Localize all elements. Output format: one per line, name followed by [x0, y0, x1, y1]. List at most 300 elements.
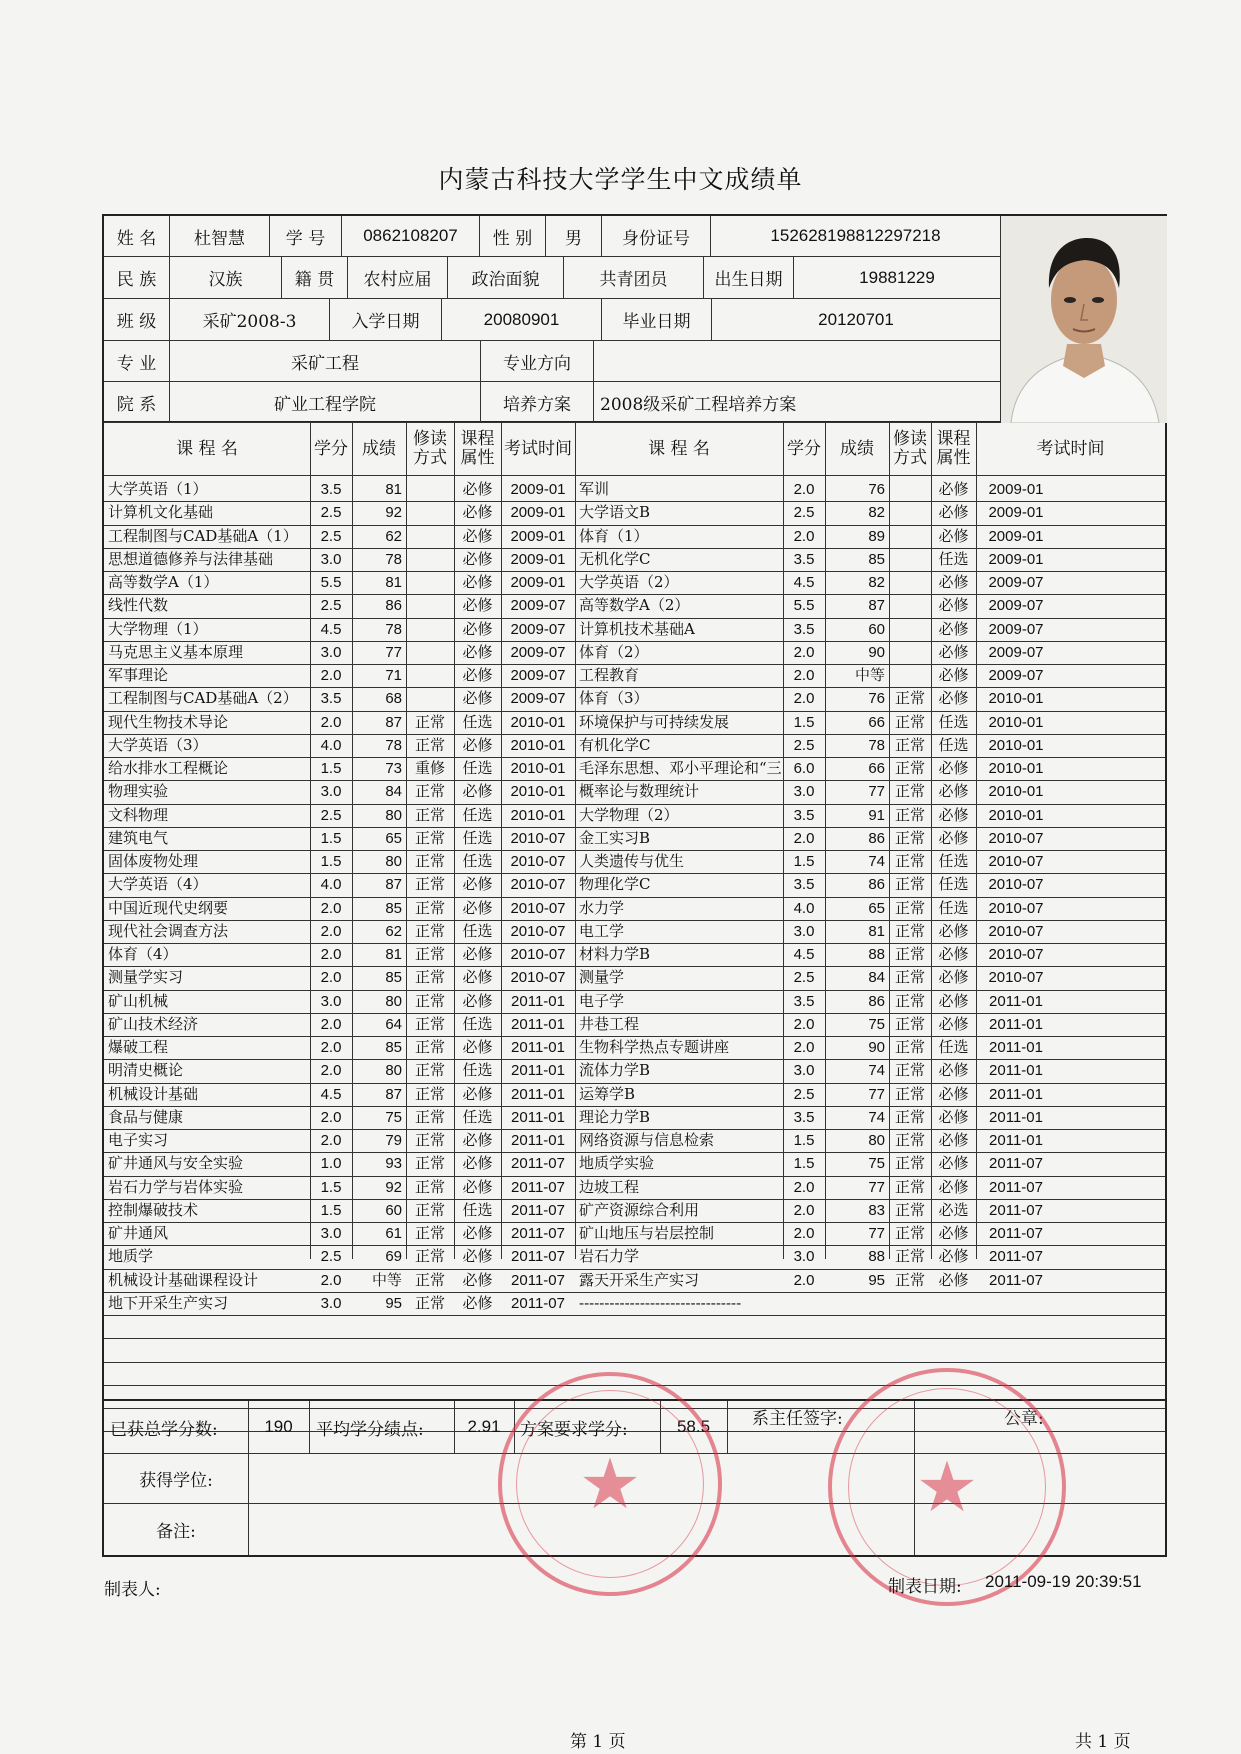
cell-name: 地质学实验	[579, 1154, 655, 1173]
table-row	[104, 1013, 1165, 1036]
header-score-right: 成绩	[840, 438, 874, 459]
cell-credit: 1.0	[320, 1155, 342, 1173]
cell-credit: 3.0	[320, 1225, 342, 1242]
cell-attr: 必修	[938, 759, 969, 777]
cell-mode	[406, 478, 454, 501]
cell-credit: 1.5	[320, 853, 342, 870]
cell-attr: 任选	[938, 735, 969, 754]
cell-time: 2011-07	[989, 1225, 1043, 1242]
cell-attr: 必修	[938, 1131, 969, 1149]
cell-credit: 3.5	[793, 992, 815, 1010]
student-photo	[1001, 216, 1167, 423]
cell-mode: 正常	[414, 1014, 445, 1033]
cell-name: 大学英语（1）	[108, 480, 208, 498]
cell-time: 2011-01	[511, 1039, 565, 1056]
cell-mode: 正常	[894, 1131, 925, 1149]
header-time-left: 考试时间	[504, 438, 572, 459]
cell-name: 井巷工程	[579, 1014, 640, 1033]
cell-attr: 必修	[938, 1177, 969, 1196]
cell-time: 2011-07	[511, 1201, 565, 1219]
cell-name: 高等数学A（1）	[108, 573, 219, 591]
cell-name: 矿井通风	[108, 1224, 169, 1242]
cell-name: 军训	[579, 480, 610, 498]
header-credit-right: 学分	[787, 438, 821, 459]
cell-mode	[406, 501, 454, 524]
cell-score: 84	[385, 783, 402, 801]
cell-name: 岩石力学	[579, 1247, 640, 1266]
cell-attr: 必修	[462, 1177, 493, 1196]
table-row	[104, 1269, 1165, 1292]
table-row	[104, 618, 1165, 641]
cell-attr: 必修	[938, 1014, 969, 1033]
cell-mode: 正常	[414, 1177, 445, 1196]
degree-label: 获得学位:	[139, 1470, 213, 1491]
cell-time: 2010-07	[988, 946, 1044, 963]
cell-name: 流体力学B	[579, 1061, 651, 1080]
cell-time: 2009-01	[510, 504, 566, 522]
cell-credit: 3.0	[793, 922, 815, 940]
cell-time: 2010-01	[510, 783, 566, 801]
cell-time: 2010-07	[510, 899, 566, 917]
cell-time: 2011-07	[989, 1201, 1043, 1219]
cell-time: 2009-07	[988, 643, 1044, 661]
cell-time: 2010-07	[510, 853, 566, 870]
table-row	[104, 1106, 1165, 1129]
cell-mode: 正常	[894, 1107, 925, 1126]
cell-mode: 正常	[414, 968, 445, 987]
cell-mode: 正常	[894, 968, 925, 987]
cell-score: 74	[868, 1108, 885, 1126]
cell-time: 2011-07	[511, 1155, 565, 1173]
cell-name: 矿山技术经济	[108, 1014, 199, 1033]
table-row	[104, 571, 1165, 594]
cell-name: 计算机文化基础	[108, 503, 214, 522]
cell-name: 测量学	[579, 968, 625, 987]
cell-credit: 1.5	[793, 1132, 815, 1149]
cell-score: 91	[868, 806, 885, 824]
cell-score: 中等	[854, 667, 885, 684]
cell-name: 工程教育	[579, 666, 640, 684]
table-row	[104, 757, 1165, 780]
cell-credit: 2.5	[793, 1085, 815, 1103]
cell-attr: 必修	[938, 480, 969, 498]
cell-mode: 正常	[414, 921, 445, 940]
table-row	[104, 687, 1165, 710]
birth-value: 19881229	[794, 257, 1001, 299]
cell-score: 80	[868, 1132, 885, 1149]
cell-score: 83	[868, 1201, 885, 1219]
cell-name: 金工实习B	[579, 828, 651, 847]
cell-credit: 2.0	[793, 690, 815, 708]
cell-attr: 必修	[938, 968, 969, 987]
cell-time: 2009-01	[988, 527, 1044, 545]
cell-attr: 必修	[938, 596, 969, 615]
cell-score	[825, 1292, 885, 1315]
date-value: 2011-09-19 20:39:51	[985, 1572, 1142, 1591]
cell-attr: 必修	[462, 503, 493, 522]
star-icon: ★	[578, 1443, 642, 1525]
cell-mode	[406, 618, 454, 641]
cell-time: 2010-07	[988, 853, 1044, 870]
cell-credit: 4.0	[320, 876, 342, 894]
cell-credit: 2.0	[320, 1062, 342, 1080]
table-row	[104, 990, 1165, 1013]
header-time-right: 考试时间	[1036, 438, 1105, 459]
student-id-label: 学 号	[270, 216, 342, 257]
cell-mode: 正常	[414, 945, 445, 963]
cell-mode: 正常	[414, 828, 445, 847]
cell-name: 矿山机械	[108, 991, 169, 1010]
cell-score: 77	[868, 1085, 885, 1103]
cell-mode: 正常	[414, 1200, 445, 1219]
cell-name: 中国近现代史纲要	[108, 898, 229, 917]
cell-score: 78	[385, 620, 402, 638]
cell-name: 大学英语（4）	[108, 875, 208, 894]
cell-mode: 正常	[414, 1224, 445, 1242]
table-row	[104, 548, 1165, 571]
cell-name: 人类遗传与优生	[579, 852, 685, 870]
cell-attr: 必修	[938, 573, 969, 591]
cell-time: 2010-07	[510, 969, 566, 987]
cell-credit: 4.0	[320, 736, 342, 754]
table-row	[104, 1292, 1165, 1315]
cell-mode: 重修	[414, 759, 445, 777]
cell-score: 92	[385, 504, 402, 522]
cell-mode	[406, 548, 454, 571]
cell-credit: 2.0	[793, 1271, 815, 1289]
cell-name: 环境保护与可持续发展	[579, 712, 730, 731]
cell-name: --------------------------------	[579, 1293, 742, 1312]
cell-credit: 2.0	[793, 1178, 815, 1196]
cell-name: 机械设计基础	[108, 1084, 199, 1103]
cell-score: 76	[868, 481, 885, 498]
cell-time: 2010-07	[510, 922, 566, 940]
cell-attr	[931, 1292, 976, 1315]
cell-score: 86	[868, 829, 885, 847]
cell-time: 2010-07	[510, 946, 566, 963]
cell-time: 2009-07	[988, 667, 1044, 684]
cell-attr: 必修	[462, 898, 493, 917]
cell-name: 体育（4）	[108, 945, 178, 963]
cell-time: 2010-01	[988, 783, 1044, 801]
cell-attr: 必修	[462, 1131, 493, 1149]
cell-time: 2010-01	[988, 760, 1044, 777]
cell-time: 2011-01	[989, 1108, 1043, 1126]
cell-mode: 正常	[894, 1177, 925, 1196]
cell-time: 2009-01	[510, 527, 566, 545]
cell-name: 机械设计基础课程设计	[108, 1270, 259, 1289]
cell-attr: 必修	[938, 1224, 969, 1242]
table-row	[104, 594, 1165, 617]
table-row	[104, 850, 1165, 873]
cell-credit: 3.0	[320, 783, 342, 801]
cell-score: 60	[385, 1201, 402, 1219]
cell-credit: 2.5	[793, 969, 815, 987]
cell-attr: 必修	[462, 945, 493, 963]
table-row	[104, 966, 1165, 989]
cell-name: 计算机技术基础A	[579, 619, 695, 638]
table-row	[104, 1083, 1165, 1106]
cell-mode: 正常	[414, 1154, 445, 1173]
cell-time: 2011-07	[511, 1294, 565, 1312]
cell-name: 体育（3）	[579, 689, 649, 708]
cell-credit: 3.0	[320, 643, 342, 661]
cell-name: 矿山地压与岩层控制	[579, 1224, 715, 1242]
cell-name: 爆破工程	[108, 1038, 169, 1056]
cell-attr: 必修	[462, 526, 493, 545]
cell-credit: 4.5	[793, 946, 815, 963]
cell-score: 71	[385, 667, 402, 684]
cell-score: 79	[385, 1132, 402, 1149]
cell-credit: 1.5	[320, 1178, 342, 1196]
cell-time: 2011-07	[989, 1271, 1043, 1289]
cell-attr: 必修	[462, 991, 493, 1010]
cell-score: 81	[385, 481, 402, 498]
cell-score: 64	[385, 1015, 402, 1033]
cell-mode: 正常	[414, 805, 445, 824]
cell-score: 95	[385, 1294, 402, 1312]
header-mode-left: 修读方式	[413, 429, 447, 468]
cell-attr: 必修	[462, 968, 493, 987]
cell-attr: 必选	[938, 1200, 969, 1219]
cell-attr: 必修	[462, 573, 493, 591]
cell-mode: 正常	[414, 875, 445, 894]
cell-time: 2010-07	[988, 829, 1044, 847]
star-icon: ★	[915, 1446, 979, 1528]
cell-name: 水力学	[579, 898, 625, 917]
remark-label: 备注:	[156, 1521, 196, 1542]
table-row	[104, 1245, 1165, 1268]
cell-attr: 任选	[462, 1200, 493, 1219]
cell-attr: 任选	[462, 1061, 493, 1080]
cell-score: 81	[385, 946, 402, 963]
cell-credit: 6.0	[793, 760, 815, 777]
cell-time: 2010-01	[510, 736, 566, 754]
cell-credit: 2.0	[793, 643, 815, 661]
cell-score: 75	[385, 1108, 402, 1126]
cell-credit: 4.5	[793, 574, 815, 591]
cell-attr: 必修	[462, 1247, 493, 1266]
cell-credit: 2.5	[320, 597, 342, 615]
cell-mode: 正常	[414, 735, 445, 754]
cell-score: 77	[868, 1225, 885, 1242]
name-value: 杜智慧	[170, 216, 270, 257]
cell-time: 2011-07	[511, 1225, 565, 1242]
cell-credit: 3.0	[320, 992, 342, 1010]
cell-mode: 正常	[414, 852, 445, 870]
cell-credit: 2.0	[793, 1039, 815, 1056]
political-value: 共青团员	[564, 257, 704, 299]
cell-mode	[889, 594, 931, 617]
cell-name: 运筹学B	[579, 1084, 636, 1103]
cell-time: 2009-07	[988, 620, 1044, 638]
cell-mode: 正常	[414, 1107, 445, 1126]
cell-credit: 3.0	[320, 1294, 342, 1312]
cell-score: 66	[868, 760, 885, 777]
cell-mode: 正常	[894, 991, 925, 1010]
cell-name: 大学英语（3）	[108, 735, 208, 754]
cell-time: 2010-01	[510, 806, 566, 824]
cell-mode: 正常	[894, 828, 925, 847]
cell-score: 74	[868, 1062, 885, 1080]
cell-credit: 1.5	[320, 1201, 342, 1219]
cell-attr: 必修	[462, 782, 493, 801]
cell-name: 矿产资源综合利用	[579, 1200, 700, 1219]
cell-time: 2009-01	[988, 481, 1044, 498]
plan-label: 培养方案	[481, 382, 594, 423]
date-label: 制表日期:	[888, 1577, 962, 1597]
cell-credit: 4.0	[793, 899, 815, 917]
table-row	[104, 1036, 1165, 1059]
cell-score: 75	[868, 1015, 885, 1033]
cell-time: 2009-01	[510, 481, 566, 498]
cell-mode: 正常	[894, 782, 925, 801]
cell-score: 86	[868, 992, 885, 1010]
cell-credit: 4.5	[320, 620, 342, 638]
cell-name: 地质学	[108, 1247, 154, 1266]
cell-attr: 任选	[462, 1014, 493, 1033]
cell-score: 82	[868, 504, 885, 522]
cell-time: 2011-07	[989, 1178, 1043, 1196]
table-row	[104, 1222, 1165, 1245]
cell-credit: 2.0	[320, 969, 342, 987]
cell-time: 2009-07	[988, 574, 1044, 591]
cell-name: 生物科学热点专题讲座	[579, 1038, 730, 1056]
cell-score: 86	[868, 876, 885, 894]
student-id-value: 0862108207	[342, 216, 480, 257]
header-credit-left: 学分	[314, 438, 348, 459]
cell-credit: 2.5	[320, 527, 342, 545]
table-row	[104, 897, 1165, 920]
cell-score: 65	[868, 899, 885, 917]
cell-time: 2011-01	[511, 1108, 565, 1126]
cell-attr: 任选	[938, 898, 969, 917]
cell-credit: 3.0	[793, 1248, 815, 1266]
cell-credit: 3.5	[320, 690, 342, 708]
cell-time: 2011-01	[989, 1062, 1043, 1080]
cell-time: 2010-01	[510, 713, 566, 731]
cell-name: 建筑电气	[108, 828, 169, 847]
cell-mode	[889, 501, 931, 524]
table-row	[104, 1152, 1165, 1175]
cell-attr: 必修	[938, 1107, 969, 1126]
cell-mode: 正常	[894, 1038, 925, 1056]
cell-time: 2011-07	[989, 1155, 1043, 1173]
cell-mode	[889, 525, 931, 548]
cell-credit: 5.5	[320, 574, 342, 591]
cell-name: 现代生物技术导论	[108, 712, 229, 731]
cell-attr: 任选	[938, 852, 969, 870]
cell-score: 73	[385, 760, 402, 777]
cell-credit: 2.5	[320, 806, 342, 824]
cell-time: 2011-01	[989, 992, 1043, 1010]
cell-name: 大学物理（2）	[579, 805, 679, 824]
cell-time: 2011-01	[511, 992, 565, 1010]
cell-score: 90	[868, 643, 885, 661]
cell-score: 77	[385, 643, 402, 661]
cell-credit: 3.5	[320, 481, 342, 498]
cell-mode: 正常	[894, 1014, 925, 1033]
cell-mode	[889, 571, 931, 594]
cell-mode: 正常	[414, 991, 445, 1010]
cell-name: 毛泽东思想、邓小平理论和“三	[579, 759, 782, 777]
table-row	[104, 501, 1165, 524]
cell-attr: 必修	[938, 1084, 969, 1103]
cell-name: 现代社会调查方法	[108, 921, 229, 940]
table-row	[104, 734, 1165, 757]
idcard-value: 152628198812297218	[711, 216, 1001, 257]
cell-credit: 1.5	[793, 853, 815, 870]
cell-attr: 必修	[938, 526, 969, 545]
cell-mode	[406, 687, 454, 710]
cell-mode: 正常	[894, 689, 925, 708]
cell-credit	[783, 1292, 825, 1315]
cell-attr: 必修	[462, 1154, 493, 1173]
cell-score: 66	[868, 713, 885, 731]
table-row	[104, 1199, 1165, 1222]
cell-time: 2011-01	[511, 1085, 565, 1103]
cell-name: 边坡工程	[579, 1177, 640, 1196]
cell-mode: 正常	[894, 759, 925, 777]
cell-attr: 任选	[462, 759, 493, 777]
cell-time: 2011-01	[989, 1039, 1043, 1056]
grad-value: 20120701	[712, 299, 1001, 341]
header-score-left: 成绩	[362, 438, 396, 459]
cell-name: 军事理论	[108, 666, 169, 684]
university-seal-right	[828, 1368, 1066, 1606]
cell-credit: 2.0	[793, 481, 815, 498]
cell-attr: 必修	[938, 1270, 969, 1289]
cell-mode	[889, 641, 931, 664]
header-attr-left: 课程属性	[460, 429, 495, 468]
cell-name: 岩石力学与岩体实验	[108, 1177, 244, 1196]
table-row	[104, 478, 1165, 501]
ethnic-value: 汉族	[170, 257, 282, 299]
gpa-label: 平均学分绩点:	[316, 1419, 424, 1440]
cell-name: 网络资源与信息检索	[579, 1131, 715, 1149]
cell-attr: 任选	[462, 1107, 493, 1126]
cell-time: 2010-01	[988, 736, 1044, 754]
cell-credit: 2.0	[320, 1108, 342, 1126]
cell-score: 92	[385, 1178, 402, 1196]
cell-name: 明清史概论	[108, 1061, 184, 1080]
cell-mode	[889, 548, 931, 571]
cell-credit: 3.0	[320, 550, 342, 568]
cell-attr: 必修	[938, 991, 969, 1010]
cell-score: 85	[385, 969, 402, 987]
cell-credit: 3.0	[793, 783, 815, 801]
cell-mode: 正常	[414, 1131, 445, 1149]
cell-score: 中等	[371, 1271, 402, 1289]
cell-score: 86	[385, 597, 402, 615]
table-row	[104, 641, 1165, 664]
cell-time: 2009-07	[510, 643, 566, 661]
cell-credit: 2.5	[320, 1248, 342, 1266]
cell-name: 露天开采生产实习	[579, 1270, 700, 1289]
cell-score: 77	[868, 1178, 885, 1196]
cell-score: 85	[385, 899, 402, 917]
cell-attr: 必修	[938, 642, 969, 661]
cell-name: 大学语文B	[579, 503, 651, 522]
gender-value: 男	[546, 216, 602, 257]
cell-score: 87	[385, 713, 402, 731]
cell-credit: 2.0	[320, 946, 342, 963]
cell-mode: 正常	[894, 712, 925, 731]
cell-credit: 2.0	[793, 1225, 815, 1242]
idcard-label: 身份证号	[602, 216, 711, 257]
cell-mode: 正常	[414, 1038, 445, 1056]
cell-name: 概率论与数理统计	[579, 782, 700, 801]
